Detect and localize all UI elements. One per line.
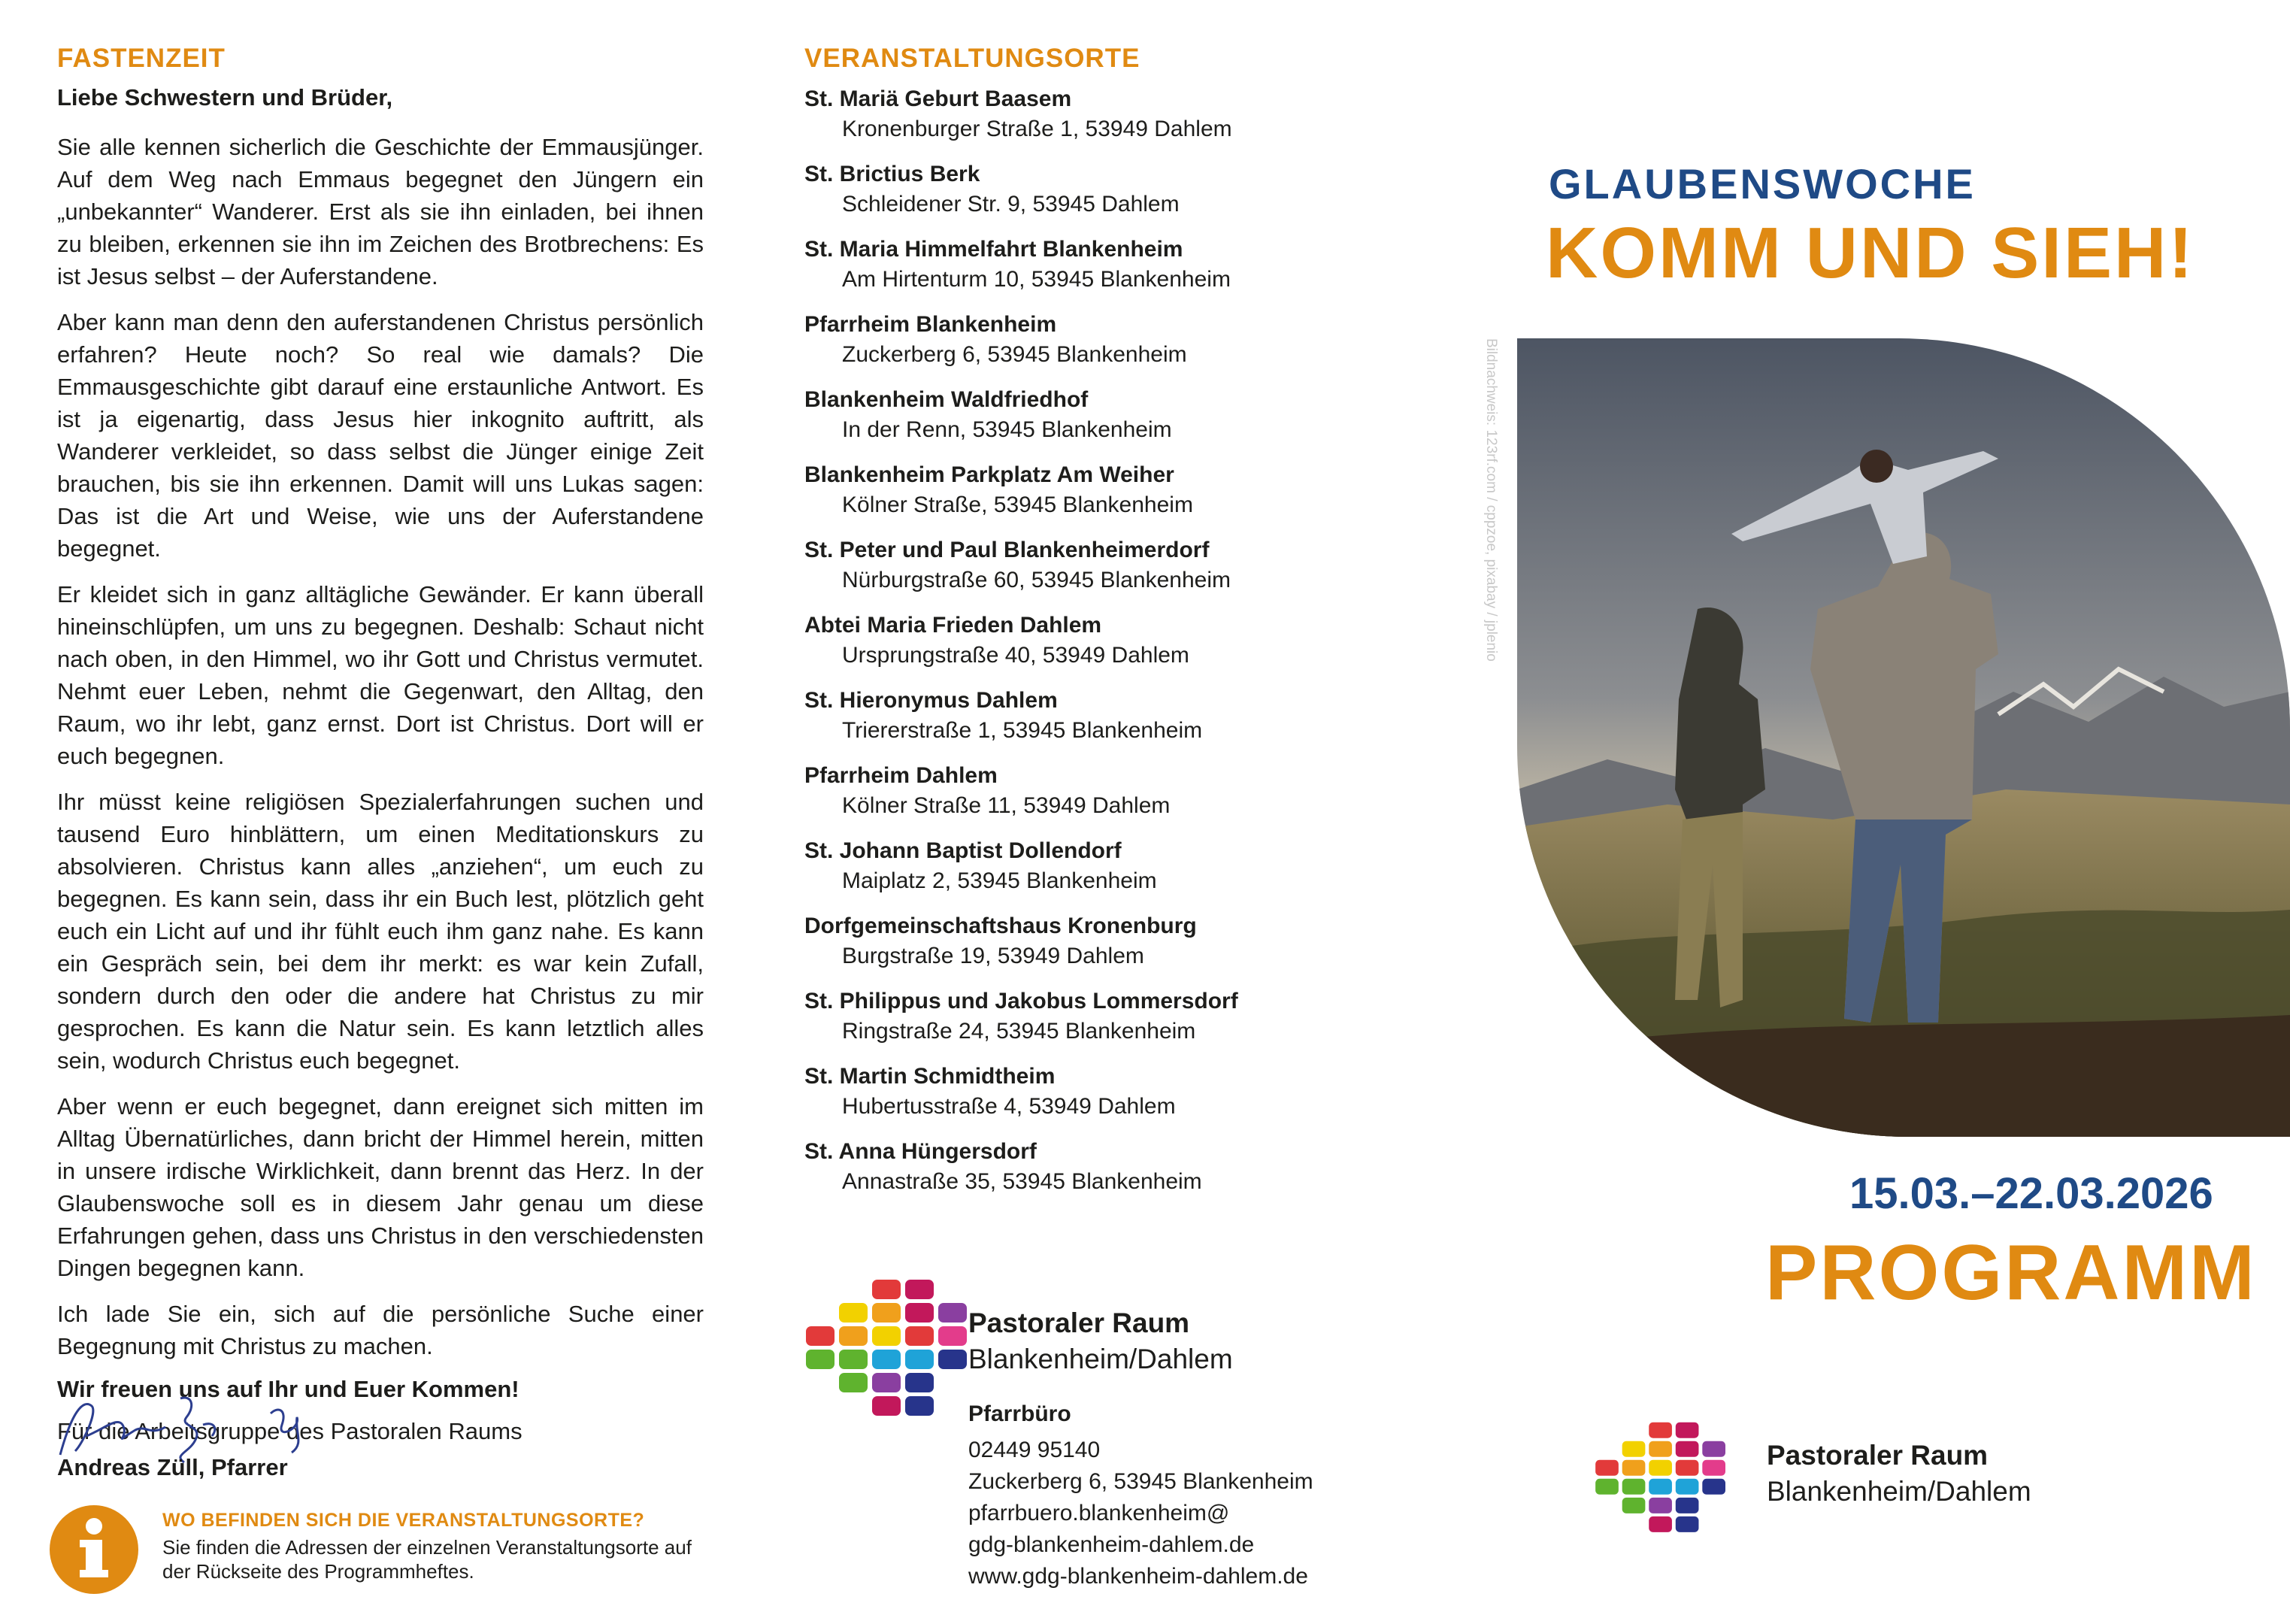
venue-name: St. Anna Hüngersdorf xyxy=(804,1139,1037,1164)
logo-tile xyxy=(872,1396,901,1416)
paragraph: Aber kann man denn den auferstandenen Christus persönlich erfahren? Heute noch? So real wie damals? Die Emmausgeschichte gibt darauf eine erstaunliche Antwort. Es ist ja eigenartig, dass Jesus hier inkognito auftritt, als Wanderer verkleidet, so dass selbst die Jünger einige Zeit brauchen, bis sie ihn erkennen. Damit will uns Lukas sagen: Das ist die Art und Weise, wie uns der Auferstandene begegnet. xyxy=(57,309,704,562)
venue-item xyxy=(804,310,1286,370)
venue-name: Blankenheim Waldfriedhof xyxy=(804,387,1089,412)
venue-address: Ringstraße 24, 53945 Blankenheim xyxy=(842,1019,1196,1044)
logo-tile xyxy=(905,1373,934,1392)
venue-item xyxy=(804,159,1286,220)
venue-item xyxy=(804,836,1286,896)
venue-name: Pfarrheim Blankenheim xyxy=(804,312,1057,337)
venue-name: Pfarrheim Dahlem xyxy=(804,763,998,788)
venue-item xyxy=(804,686,1286,746)
programm-title: PROGRAMM xyxy=(1765,1229,2257,1316)
venue-address: Zuckerberg 6, 53945 Blankenheim xyxy=(842,342,1187,367)
logo-tile xyxy=(1702,1479,1725,1495)
cover-photo xyxy=(1517,338,2290,1137)
logo-tile xyxy=(1649,1516,1672,1532)
venue-name: Dorfgemeinschaftshaus Kronenburg xyxy=(804,914,1197,938)
venue-address: Schleidener Str. 9, 53945 Dahlem xyxy=(842,192,1180,217)
pastoral-area-logo xyxy=(1583,1403,1741,1553)
venue-address: Nürburgstraße 60, 53945 Blankenheim xyxy=(842,568,1231,592)
logo-tile xyxy=(872,1326,901,1346)
closing-line: Wir freuen uns auf Ihr und Euer Kommen! xyxy=(57,1376,519,1402)
venue-name: St. Peter und Paul Blankenheimerdorf xyxy=(804,538,1210,562)
info-text: Sie finden die Adressen der einzelnen Veranstaltungsorte auf der Rückseite des Programmheftes. xyxy=(162,1536,692,1583)
logo-tile xyxy=(1676,1516,1699,1532)
logo-tile xyxy=(1622,1498,1646,1513)
logo-tile xyxy=(1676,1441,1699,1457)
venue-name: Abtei Maria Frieden Dahlem xyxy=(804,613,1102,638)
logo-tile xyxy=(839,1326,868,1346)
paragraph: Sie alle kennen sicherlich die Geschichte der Emmausjünger. Auf dem Weg nach Emmaus begegnet den Jüngern ein „unbekannter“ Wanderer. Erst als sie ihn einladen, bei ihnen zu bleiben, erkennen sie ihn im Zeichen des Brotbrechens: Es ist Jesus selbst – der Auferstandene. xyxy=(57,134,704,289)
logo-tile xyxy=(1649,1441,1672,1457)
logo-tile xyxy=(938,1350,967,1369)
logo-tile xyxy=(806,1326,835,1346)
venue-item xyxy=(804,986,1286,1047)
cover-org-block xyxy=(1767,1438,2031,1510)
family-on-mountain-image xyxy=(1517,338,2290,1137)
paragraph: Ihr müsst keine religiösen Spezialerfahrungen suchen und tausend Euro hinblättern, um einen Meditationskurs zu absolvieren. Christus kann alles „anziehen“, um euch zu begegnen. Es kann sein, dass ihr ein Buch lest, plötzlich geht euch ein Licht auf und ihr fühlt euch ihm ganz nahe. Es kann ein Gespräch sein, bei dem ihr merkt: es war kein Zufall, sondern durch den oder die andere hat Christus zu mir gesprochen. Es kann die Natur sein. Es kann letztlich alles sein, wodurch Christus euch begegnet. xyxy=(57,789,704,1074)
info-icon xyxy=(50,1505,138,1594)
fastenzeit-panel xyxy=(57,44,704,1445)
cover-headline: KOMM UND SIEH! xyxy=(1546,213,2195,293)
contact-block xyxy=(968,1398,1313,1592)
photo-credit-text: Bildnachweis: 123rf.com / cppzoe, pixabay / jplenio xyxy=(1483,338,1499,662)
logo-tile xyxy=(1676,1498,1699,1513)
venue-name: St. Brictius Berk xyxy=(804,162,980,186)
logo-tile xyxy=(839,1350,868,1369)
venue-name: St. Mariä Geburt Baasem xyxy=(804,86,1072,111)
logo-tile xyxy=(806,1350,835,1369)
venue-address: Kölner Straße 11, 53949 Dahlem xyxy=(842,793,1171,818)
pastoral-area-logo xyxy=(791,1274,986,1424)
logo-tile xyxy=(938,1326,967,1346)
venue-item xyxy=(804,1062,1286,1122)
logo-tile xyxy=(1676,1479,1699,1495)
logo-tile xyxy=(905,1350,934,1369)
org-name: Pastoraler Raum xyxy=(968,1307,1190,1338)
logo-tile xyxy=(1622,1479,1646,1495)
logo-tile xyxy=(839,1303,868,1323)
logo-tile xyxy=(938,1303,967,1323)
fastenzeit-heading: FASTENZEIT xyxy=(57,44,226,73)
venue-item xyxy=(804,84,1286,144)
logo-tile xyxy=(1649,1460,1672,1476)
logo-tile xyxy=(1649,1423,1672,1438)
logo-tile xyxy=(1595,1479,1619,1495)
venue-name: St. Maria Himmelfahrt Blankenheim xyxy=(804,237,1183,262)
venue-address: Hubertusstraße 4, 53949 Dahlem xyxy=(842,1094,1176,1119)
venue-item xyxy=(804,611,1286,671)
contact-label: Pfarrbüro xyxy=(968,1401,1071,1426)
venue-address: Annastraße 35, 53945 Blankenheim xyxy=(842,1169,1202,1194)
logo-tile xyxy=(905,1303,934,1323)
venue-item xyxy=(804,235,1286,295)
contact-email-line-2: gdg-blankenheim-dahlem.de xyxy=(968,1532,1255,1557)
venue-address: Kronenburger Straße 1, 53949 Dahlem xyxy=(842,117,1232,141)
logo-tile xyxy=(1649,1498,1672,1513)
venue-list xyxy=(804,84,1286,1197)
org-region: Blankenheim/Dahlem xyxy=(968,1344,1233,1374)
contact-street: Zuckerberg 6, 53945 Blankenheim xyxy=(968,1469,1313,1494)
logo-tile xyxy=(1702,1460,1725,1476)
paragraph: Er kleidet sich in ganz alltägliche Gewänder. Er kann überall hineinschlüpfen, um uns zu begegnen. Deshalb: Schaut nicht nach oben, in den Himmel, wo ihr Gott und Christus vermutet. Nehmt euer Leben, nehmt die Gegenwart, den Alltag, den Raum, wo ihr lebt, ganz ernst. Dort ist Christus. Dort will er euch begegnen. xyxy=(57,581,704,769)
venue-address: Triererstraße 1, 53945 Blankenheim xyxy=(842,718,1203,743)
venue-address: Am Hirtenturm 10, 53945 Blankenheim xyxy=(842,267,1231,292)
info-title: WO BEFINDEN SICH DIE VERANSTALTUNGSORTE? xyxy=(162,1510,645,1531)
venue-name: Blankenheim Parkplatz Am Weiher xyxy=(804,462,1174,487)
logo-tile xyxy=(1622,1441,1646,1457)
logo-tile xyxy=(839,1373,868,1392)
venues-heading: VERANSTALTUNGSORTE xyxy=(804,44,1140,73)
logo-tile xyxy=(872,1280,901,1299)
venue-item xyxy=(804,1137,1286,1197)
signer-name: Andreas Züll, Pfarrer xyxy=(57,1454,288,1480)
photo-credit xyxy=(1474,338,1511,744)
paragraph: Aber wenn er euch begegnet, dann ereignet sich mitten im Alltag Übernatürliches, dann bricht der Himmel herein, mitten in unsere irdische Wirklichkeit, dann brennt das Herz. In der Glaubenswoche soll es in diesem Jahr genau um diese Erfahrungen gehen, dass uns Christus in den verschiedensten Dingen begegnen kann. xyxy=(57,1093,704,1281)
venue-address: Kölner Straße, 53945 Blankenheim xyxy=(842,492,1193,517)
venue-item xyxy=(804,535,1286,595)
cover-org-region: Blankenheim/Dahlem xyxy=(1767,1476,2031,1507)
logo-tile xyxy=(1622,1460,1646,1476)
venues-panel xyxy=(804,44,1286,1212)
logo-tile xyxy=(1676,1423,1699,1438)
venue-item xyxy=(804,761,1286,821)
logo-tile xyxy=(1595,1460,1619,1476)
cover-org-name: Pastoraler Raum xyxy=(1767,1440,1989,1471)
venue-name: St. Johann Baptist Dollendorf xyxy=(804,838,1122,863)
venue-address: In der Renn, 53945 Blankenheim xyxy=(842,417,1172,442)
venue-name: St. Philippus und Jakobus Lommersdorf xyxy=(804,989,1238,1013)
contact-phone: 02449 95140 xyxy=(968,1438,1101,1462)
logo-tile xyxy=(1649,1479,1672,1495)
venue-item xyxy=(804,385,1286,445)
contact-website: www.gdg-blankenheim-dahlem.de xyxy=(968,1564,1308,1589)
logo-tile xyxy=(872,1303,901,1323)
logo-tile xyxy=(1676,1460,1699,1476)
venue-name: St. Hieronymus Dahlem xyxy=(804,688,1058,713)
logo-tile xyxy=(905,1396,934,1416)
logo-tile xyxy=(1702,1441,1725,1457)
greeting: Liebe Schwestern und Brüder, xyxy=(57,84,393,111)
venue-address: Maiplatz 2, 53945 Blankenheim xyxy=(842,868,1157,893)
cover-kicker: GLAUBENSWOCHE xyxy=(1549,160,1976,208)
event-dates: 15.03.–22.03.2026 xyxy=(1849,1169,2213,1218)
logo-tile xyxy=(905,1280,934,1299)
logo-tile xyxy=(872,1350,901,1369)
venue-item xyxy=(804,460,1286,520)
org-block xyxy=(968,1305,1233,1377)
venue-item xyxy=(804,911,1286,971)
logo-tile xyxy=(905,1326,934,1346)
group-line: Für die Arbeitsgruppe des Pastoralen Raums xyxy=(57,1418,523,1444)
logo-tile xyxy=(872,1373,901,1392)
contact-email-line-1: pfarrbuero.blankenheim@ xyxy=(968,1501,1230,1526)
venue-name: St. Martin Schmidtheim xyxy=(804,1064,1056,1089)
paragraph: Ich lade Sie ein, sich auf die persönliche Suche einer Begegnung mit Christus zu machen. xyxy=(57,1301,704,1359)
venue-address: Burgstraße 19, 53949 Dahlem xyxy=(842,944,1144,968)
venue-address: Ursprungstraße 40, 53949 Dahlem xyxy=(842,643,1189,668)
